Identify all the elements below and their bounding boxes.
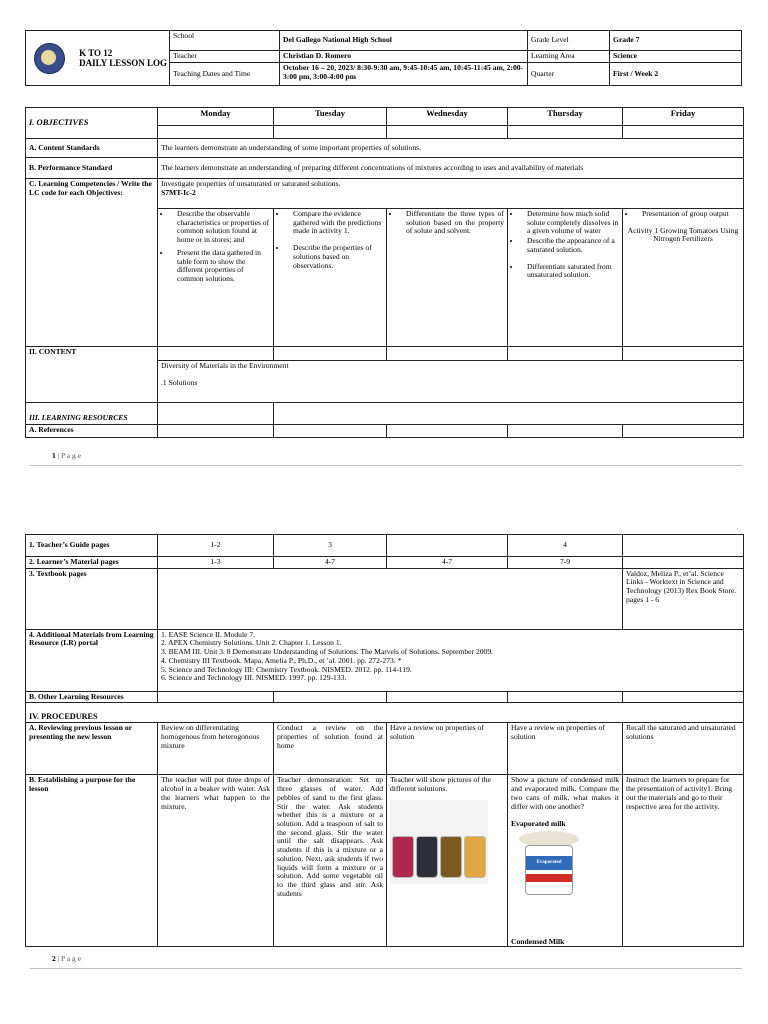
learning-competency-text: Investigate properties of unsaturated or saturated solutions.: [161, 179, 341, 188]
header-table: [25, 30, 742, 86]
content-standards-text: The learners demonstrate an understanding of some important properties of solutions.: [158, 139, 744, 158]
objective-item: • Determine how much solid solute completely dissolves in a given volume of water: [521, 210, 619, 236]
milk-can-icon: [525, 845, 573, 895]
procedures-heading: IV. PROCEDURES: [26, 703, 744, 723]
procedure-a-tuesday: Conduct a review on the properties of solution found at home: [274, 723, 387, 775]
textbook-friday: Valdoz, Meliza P., et’al. Science Links - Worktext in Science and Technology (2013) Rex Book Store. pages 1 - 6: [623, 568, 744, 629]
condensed-milk-caption: Condensed Milk: [511, 936, 565, 946]
material-item: 1. EASE Science II. Module 7.: [161, 629, 256, 639]
procedure-b-wednesday: [387, 775, 508, 947]
references-label: A. References: [26, 425, 158, 438]
objective-item: • Compare the evidence gathered with the predictions made in activity 1.: [287, 210, 383, 236]
header-title-k12: K TO 12: [79, 47, 113, 58]
performance-standard-text: The learners demonstrate an understanding of preparing different concentrations of mixtures according to uses and availability of materials: [158, 158, 744, 179]
performance-standard-label: B. Performance Standard: [26, 158, 158, 179]
content-standards-label: A. Content Standards: [26, 139, 158, 158]
material-item: 3. BEAM III. Unit 3. 8 Demonstrate Understanding of Solutions. The Marvels of Solutions. September 2009.: [161, 647, 494, 657]
teacher-value: Christian D. Romero: [280, 51, 528, 63]
other-resources-label: B. Other Learning Resources: [26, 691, 158, 703]
page-footer-2: [52, 955, 81, 964]
tg-thursday: 4: [508, 535, 623, 557]
page-sep: |: [55, 954, 62, 963]
teachers-guide-label: 1. Teacher’s Guide pages: [26, 535, 158, 557]
procedure-a-friday: Recall the saturated and unsaturated solutions: [623, 723, 744, 775]
additional-materials-label: 4. Additional Materials from Learning Resource (LR) portal: [26, 629, 158, 691]
procedure-b-label: B. Establishing a purpose for the lesson: [26, 775, 158, 947]
procedure-b-thu-text: Show a picture of condensed milk and evaporated milk. Compare the two cans of milk, what makes it differ with one another?: [511, 775, 619, 811]
objective-item: • Describe the appearance of a saturated solution.: [521, 237, 619, 254]
additional-materials-list: [158, 629, 744, 691]
objective-item: • Differentiate saturated from unsaturated solution.: [521, 263, 619, 280]
grade-level-label: Grade Level: [528, 31, 610, 51]
teacher-label: Teacher: [170, 51, 280, 63]
objective-friday: [623, 209, 744, 347]
procedure-a-thursday: Have a review on properties of solution: [508, 723, 623, 775]
learning-competency-code: S7MT-Ic-2: [161, 187, 196, 197]
deped-seal-icon: [34, 43, 65, 74]
procedure-a-monday: Review on differentiating homogenous from heterogonous mixture: [158, 723, 274, 775]
school-label: School: [170, 31, 280, 51]
day-wednesday: Wednesday: [387, 108, 508, 126]
school-value: Del Gallego National High School: [280, 31, 528, 51]
tg-tuesday: 3: [274, 535, 387, 557]
objective-item: • Describe the properties of solutions based on observations.: [287, 244, 383, 270]
day-friday: Friday: [623, 108, 744, 126]
procedure-b-wed-text: Teacher will show pictures of the different solutions.: [390, 775, 491, 794]
material-item: 4. Chemistry III Textbook. Mapa, Amelia P., Ph.D., et ’al. 2001. pp. 272-273. *: [161, 655, 402, 665]
lm-monday: 1-3: [158, 557, 274, 569]
learning-resources-heading: III. LEARNING RESOURCES: [26, 403, 158, 425]
page-number: 1: [52, 451, 56, 460]
objective-monday: [158, 209, 274, 347]
procedure-b-tuesday: Teacher demonstration: Set up three glasses of water. Add pebbles of sand to the first glass. Stir the water. Ask students whether this is a mixture or a solution. Add a teaspoon of salt to the second glass. Stir the water until the salt disappears. Ask students if this is a mixture or a solution. Next, ask students if two liquids will form a mixture or a solution. Add some vegetable oil to the third glass and stir. Ask students: [274, 775, 387, 947]
lm-thursday: 7-9: [508, 557, 623, 569]
content-line-1: Diversity of Materials in the Environment: [161, 361, 289, 370]
objectives-table: [25, 107, 744, 438]
learning-area-label: Learning Area: [528, 51, 610, 63]
page-divider: [30, 968, 742, 969]
page-footer-1: [52, 452, 81, 461]
page-number: 2: [52, 954, 56, 963]
procedure-b-monday: The teacher will put three drops of alcohol in a beaker with water. Ask the learners what happen to the mixture.: [158, 775, 274, 947]
grade-level-value: Grade 7: [610, 31, 742, 51]
procedure-b-thursday: [508, 775, 623, 947]
procedure-a-label: A. Reviewing previous lesson or presenting the new lesson: [26, 723, 158, 775]
objective-tuesday: [274, 209, 387, 347]
objective-thursday: [508, 209, 623, 347]
objectives-heading: I. OBJECTIVES: [26, 108, 158, 139]
learners-material-label: 2. Learner’s Material pages: [26, 557, 158, 569]
jar-orange-icon: [464, 836, 486, 878]
resources-procedures-table: [25, 534, 744, 947]
milk-can-stripe: [526, 874, 572, 882]
page-word: P a g e: [61, 451, 81, 460]
quarter-value: First / Week 2: [610, 63, 742, 86]
learning-competencies-cell: [158, 179, 744, 209]
jar-brown-icon: [440, 836, 462, 878]
tg-wednesday: [387, 535, 508, 557]
evaporated-milk-caption: Evaporated milk: [511, 819, 566, 829]
page-divider: [30, 465, 742, 466]
friday-activity: Activity 1 Growing Tomatoes Using Nitrogen Fertilizers: [627, 225, 739, 244]
learning-competencies-label: C. Learning Competencies / Write the LC code for each Objectives:: [26, 179, 158, 347]
dates-label: Teaching Dates and Time: [170, 63, 280, 86]
solutions-photo: [390, 800, 488, 884]
jar-red-icon: [392, 836, 414, 878]
page-word: P a g e: [61, 954, 81, 963]
tg-friday: [623, 535, 744, 557]
milk-can-image: [511, 831, 619, 899]
day-tuesday: Tuesday: [274, 108, 387, 126]
objective-item: • Differentiate the three types of solution based on the property of solute and solvent.: [400, 210, 504, 236]
material-item: 6. Science and Technology III. NISMED. 1997. pp. 129-133.: [161, 673, 347, 683]
content-line-2: .1 Solutions: [161, 377, 198, 387]
procedure-a-wednesday: Have a review on properties of solution: [387, 723, 508, 775]
learning-area-value: Science: [610, 51, 742, 63]
jar-dark-icon: [416, 836, 438, 878]
objective-item: • Describe the observable characteristics or properties of common solution found at home or in stores; and: [171, 210, 270, 245]
dates-value: October 16 – 20, 2023/ 8:30-9:30 am, 9:45-10:45 am, 10:45-11:45 am, 2:00-3:00 pm, 3:00-4:00 pm: [280, 63, 528, 86]
lm-friday: [623, 557, 744, 569]
objective-item: • Presentation of group output: [636, 210, 740, 219]
objective-wednesday: [387, 209, 508, 347]
content-text: [158, 361, 744, 403]
lm-wednesday: 4-7: [387, 557, 508, 569]
procedure-b-friday: Instruct the learners to prepare for the presentation of activity1. Bring out the materials and go to their respective area for the activity.: [623, 775, 744, 947]
content-heading: II. CONTENT: [26, 347, 158, 403]
day-thursday: Thursday: [508, 108, 623, 126]
tg-monday: 1-2: [158, 535, 274, 557]
milk-can-label: Evaporated: [526, 856, 572, 870]
header-title-dll: DAILY LESSON LOG: [79, 58, 167, 68]
lm-tuesday: 4-7: [274, 557, 387, 569]
textbook-label: 3. Textbook pages: [26, 568, 158, 629]
header-logo-cell: [26, 31, 170, 86]
page-sep: |: [55, 451, 62, 460]
material-item: 2. APEX Chemistry Solutions. Unit 2. Chapter 1. Lesson 1.: [161, 638, 342, 648]
objective-item: • Present the data gathered in table form to show the different properties of common solutions.: [171, 249, 270, 284]
material-item: 5. Science and Technology III: Chemistry Textbook. NISMED. 2012. pp. 114-119.: [161, 664, 412, 674]
quarter-label: Quarter: [528, 63, 610, 86]
day-monday: Monday: [158, 108, 274, 126]
